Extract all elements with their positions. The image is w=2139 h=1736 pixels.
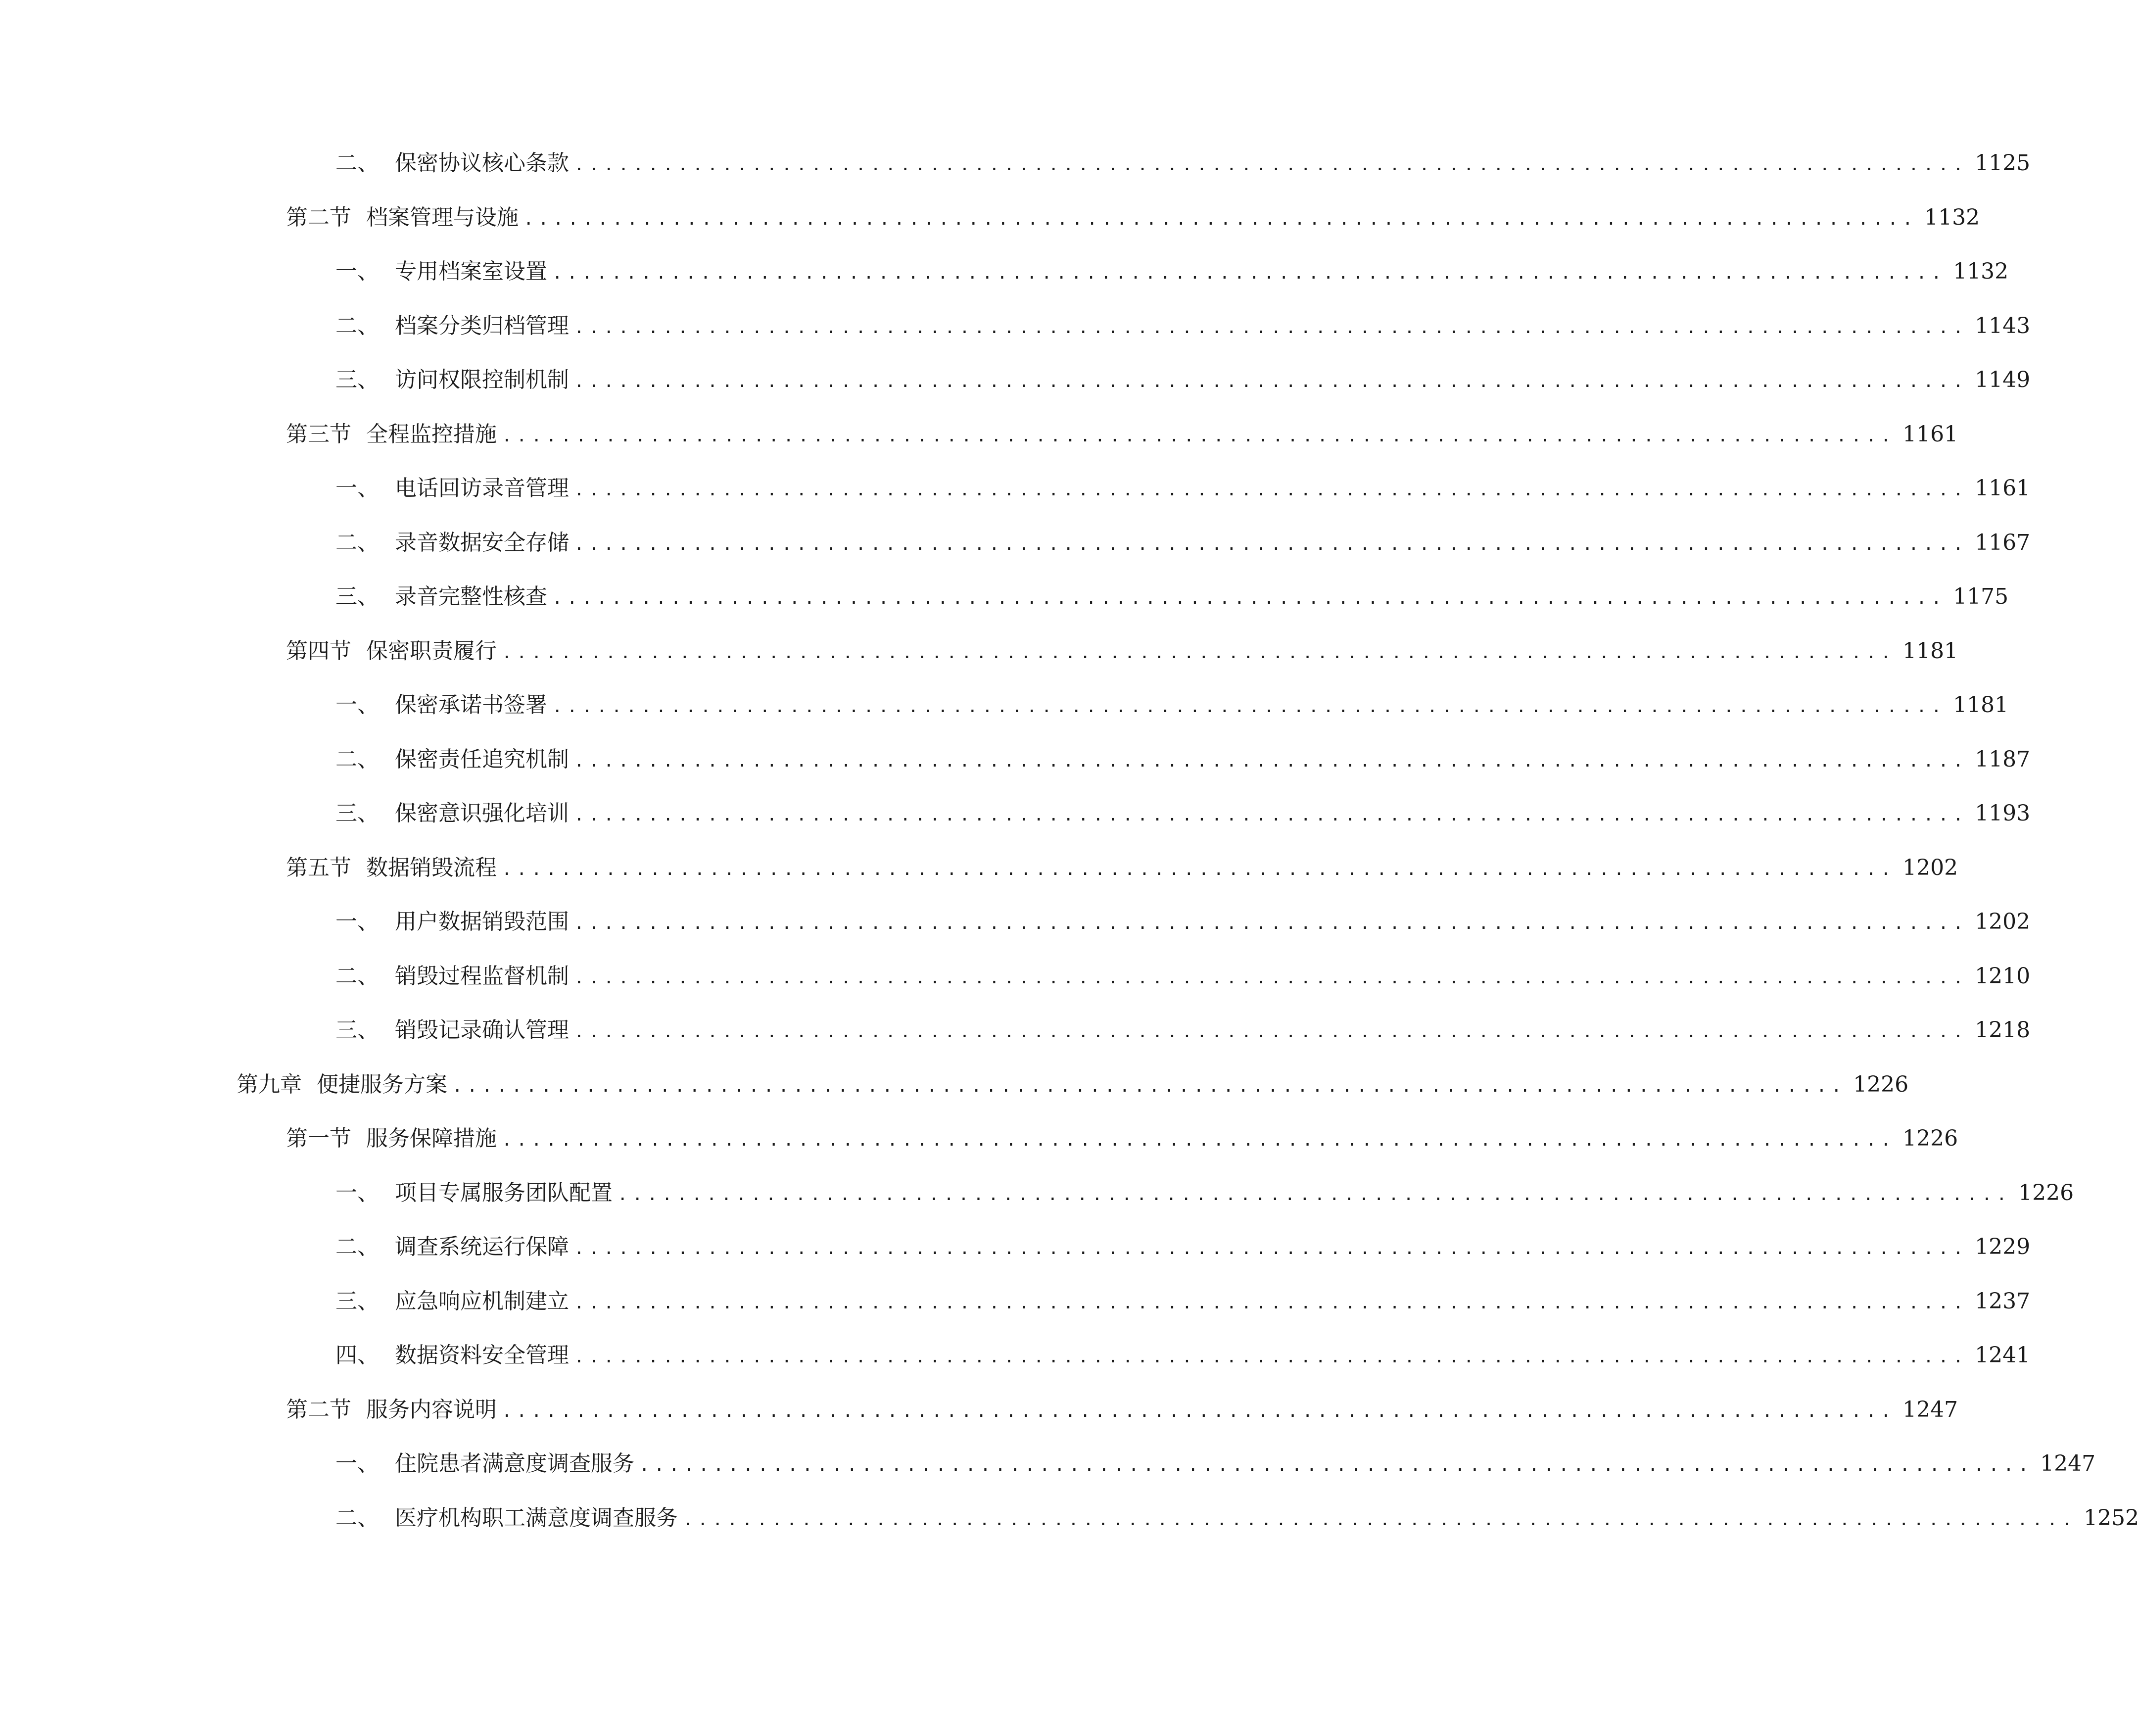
toc-entry-item[interactable]: [335, 1011, 2031, 1050]
dot-leader: ..............................................................................................: [574, 372, 1968, 391]
toc-entry-item[interactable]: [335, 1282, 2031, 1321]
toc-entry-title: 应急响应机制建立: [395, 1288, 569, 1314]
toc-entry-number: 三、: [335, 1288, 379, 1314]
toc-entry-number: 三、: [335, 367, 379, 392]
toc-entry-title: 住院患者满意度调查服务: [395, 1451, 634, 1476]
toc-entry-title: 服务保障措施: [366, 1126, 497, 1151]
toc-entry-number: 二、: [335, 963, 379, 989]
dot-leader: ..............................................................................................: [639, 1455, 2034, 1475]
dot-leader: ..............................................................................................: [574, 751, 1968, 771]
toc-entry-item[interactable]: [335, 685, 2009, 725]
toc-entry-number: 第五节: [286, 855, 351, 880]
toc-entry-page-number: 1125: [1975, 150, 2031, 176]
toc-entry-page-number: 1181: [1902, 638, 1958, 664]
toc-entry-number: 二、: [335, 150, 379, 176]
toc-entry-page-number: 1175: [1953, 584, 2009, 609]
toc-entry-title: 便捷服务方案: [317, 1071, 447, 1097]
dot-leader: ..............................................................................................: [683, 1509, 2077, 1530]
toc-entry-number: 一、: [335, 692, 379, 718]
toc-entry-page-number: 1218: [1975, 1017, 2031, 1043]
toc-entry-title: 电话回访录音管理: [395, 476, 569, 501]
toc-entry-title: 医疗机构职工满意度调查服务: [395, 1505, 678, 1531]
toc-entry-item[interactable]: [335, 1444, 2096, 1484]
toc-entry-title: 项目专属服务团队配置: [395, 1180, 613, 1206]
toc-entry-number: 一、: [335, 476, 379, 501]
toc-entry-page-number: 1226: [2018, 1180, 2074, 1206]
dot-leader: ..............................................................................................: [552, 588, 1947, 608]
toc-entry-section[interactable]: [286, 1119, 1958, 1158]
dot-leader: ..............................................................................................: [502, 1401, 1896, 1421]
dot-leader: ..............................................................................................: [574, 914, 1968, 933]
dot-leader: ..............................................................................................: [574, 317, 1968, 338]
toc-entry-item[interactable]: [335, 469, 2031, 508]
toc-entry-section[interactable]: [286, 631, 1958, 671]
toc-entry-number: 一、: [335, 1180, 379, 1206]
toc-entry-item[interactable]: [335, 252, 2009, 291]
toc-entry-page-number: 1167: [1975, 530, 2031, 555]
toc-entry-item[interactable]: [335, 1227, 2031, 1267]
toc-entry-item[interactable]: [335, 306, 2031, 346]
dot-leader: ..............................................................................................: [523, 209, 1918, 229]
dot-leader: ..............................................................................................: [452, 1076, 1847, 1096]
toc-entry-number: 一、: [335, 909, 379, 934]
toc-entry-title: 销毁过程监督机制: [395, 963, 569, 989]
toc-entry-chapter[interactable]: [237, 1065, 1909, 1105]
toc-entry-title: 档案管理与设施: [366, 204, 519, 230]
toc-entry-number: 第二节: [286, 204, 351, 230]
toc-entry-item[interactable]: [335, 794, 2031, 833]
toc-entry-number: 一、: [335, 1451, 379, 1476]
toc-entry-title: 档案分类归档管理: [395, 313, 569, 338]
dot-leader: ..............................................................................................: [574, 1239, 1968, 1258]
toc-entry-number: 二、: [335, 746, 379, 772]
toc-entry-title: 销毁记录确认管理: [395, 1017, 569, 1043]
toc-entry-number: 三、: [335, 1017, 379, 1043]
toc-entry-number: 三、: [335, 801, 379, 826]
toc-entry-page-number: 1161: [1902, 421, 1958, 447]
toc-entry-page-number: 1193: [1975, 801, 2031, 826]
toc-entry-item[interactable]: [335, 902, 2031, 942]
toc-entry-number: 三、: [335, 584, 379, 609]
toc-entry-title: 专用档案室设置: [395, 259, 547, 284]
toc-entry-item[interactable]: [335, 360, 2031, 400]
toc-entry-title: 数据销毁流程: [366, 855, 497, 880]
toc-entry-page-number: 1252: [2084, 1505, 2139, 1531]
dot-leader: ..............................................................................................: [574, 967, 1968, 988]
toc-entry-page-number: 1237: [1975, 1288, 2031, 1314]
toc-entry-page-number: 1187: [1975, 746, 2031, 772]
toc-entry-title: 调查系统运行保障: [395, 1234, 569, 1259]
toc-entry-page-number: 1226: [1902, 1126, 1958, 1151]
toc-entry-section[interactable]: [286, 1390, 1958, 1430]
dot-leader: ..............................................................................................: [574, 1347, 1968, 1367]
toc-entry-number: 四、: [335, 1343, 379, 1368]
toc-entry-title: 保密承诺书签署: [395, 692, 547, 718]
toc-entry-page-number: 1247: [2040, 1451, 2096, 1476]
toc-entry-title: 用户数据销毁范围: [395, 909, 569, 934]
toc-entry-title: 服务内容说明: [366, 1397, 497, 1422]
toc-entry-page-number: 1202: [1975, 909, 2031, 934]
toc-entry-page-number: 1226: [1853, 1071, 1909, 1097]
toc-entry-item[interactable]: [335, 1336, 2031, 1375]
toc-entry-title: 保密协议核心条款: [395, 150, 569, 176]
toc-entry-title: 保密职责履行: [366, 638, 497, 664]
toc-entry-title: 全程监控措施: [366, 421, 497, 447]
dot-leader: ..............................................................................................: [502, 642, 1896, 663]
toc-entry-number: 第二节: [286, 1397, 351, 1422]
toc-entry-title: 保密意识强化培训: [395, 801, 569, 826]
dot-leader: ..............................................................................................: [574, 1022, 1968, 1042]
toc-entry-number: 二、: [335, 313, 379, 338]
dot-leader: ..............................................................................................: [574, 1293, 1968, 1313]
dot-leader: ..............................................................................................: [502, 426, 1896, 446]
toc-entry-number: 第九章: [237, 1071, 302, 1097]
toc-entry-item[interactable]: [335, 523, 2031, 563]
dot-leader: ..............................................................................................: [574, 480, 1968, 500]
toc-entry-title: 录音数据安全存储: [395, 530, 569, 555]
toc-entry-title: 保密责任追究机制: [395, 746, 569, 772]
dot-leader: ..............................................................................................: [502, 859, 1896, 879]
toc-entry-page-number: 1143: [1975, 313, 2031, 338]
toc-entry-page-number: 1132: [1953, 259, 2009, 284]
toc-entry-section[interactable]: [286, 848, 1958, 888]
dot-leader: ..............................................................................................: [574, 155, 1968, 175]
toc-entry-item[interactable]: [335, 957, 2031, 996]
toc-entry-page-number: 1149: [1975, 367, 2031, 392]
toc-entry-number: 二、: [335, 1505, 379, 1531]
dot-leader: ..............................................................................................: [574, 534, 1968, 554]
toc-entry-item[interactable]: [335, 144, 2031, 183]
toc-entry-page-number: 1161: [1975, 476, 2031, 501]
toc-entry-section[interactable]: [286, 198, 1980, 238]
toc-entry-page-number: 1210: [1975, 963, 2031, 989]
toc-entry-page-number: 1241: [1975, 1343, 2031, 1368]
toc-entry-section[interactable]: [286, 415, 1958, 454]
toc-entry-page-number: 1229: [1975, 1234, 2031, 1259]
toc-entry-page-number: 1181: [1953, 692, 2009, 718]
toc-entry-number: 二、: [335, 1234, 379, 1259]
dot-leader: ..............................................................................................: [618, 1184, 2012, 1205]
toc-entry-item[interactable]: [335, 740, 2031, 779]
toc-entry-item[interactable]: [335, 577, 2009, 617]
dot-leader: ..............................................................................................: [552, 263, 1947, 283]
toc-entry-page-number: 1132: [1924, 204, 1980, 230]
toc-entry-item[interactable]: [335, 1498, 2139, 1538]
toc-entry-page-number: 1202: [1902, 855, 1958, 880]
toc-entry-item[interactable]: [335, 1173, 2074, 1213]
dot-leader: ..............................................................................................: [552, 697, 1947, 717]
dot-leader: ..............................................................................................: [574, 805, 1968, 825]
toc-entry-title: 访问权限控制机制: [395, 367, 569, 392]
toc-entry-number: 第四节: [286, 638, 351, 664]
toc-entry-title: 录音完整性核查: [395, 584, 547, 609]
toc-entry-number: 一、: [335, 259, 379, 284]
toc-entry-number: 第一节: [286, 1126, 351, 1151]
toc-entry-number: 第三节: [286, 421, 351, 447]
dot-leader: ..............................................................................................: [502, 1130, 1896, 1150]
toc-entry-title: 数据资料安全管理: [395, 1343, 569, 1368]
toc-entry-page-number: 1247: [1902, 1397, 1958, 1422]
toc-entry-number: 二、: [335, 530, 379, 555]
